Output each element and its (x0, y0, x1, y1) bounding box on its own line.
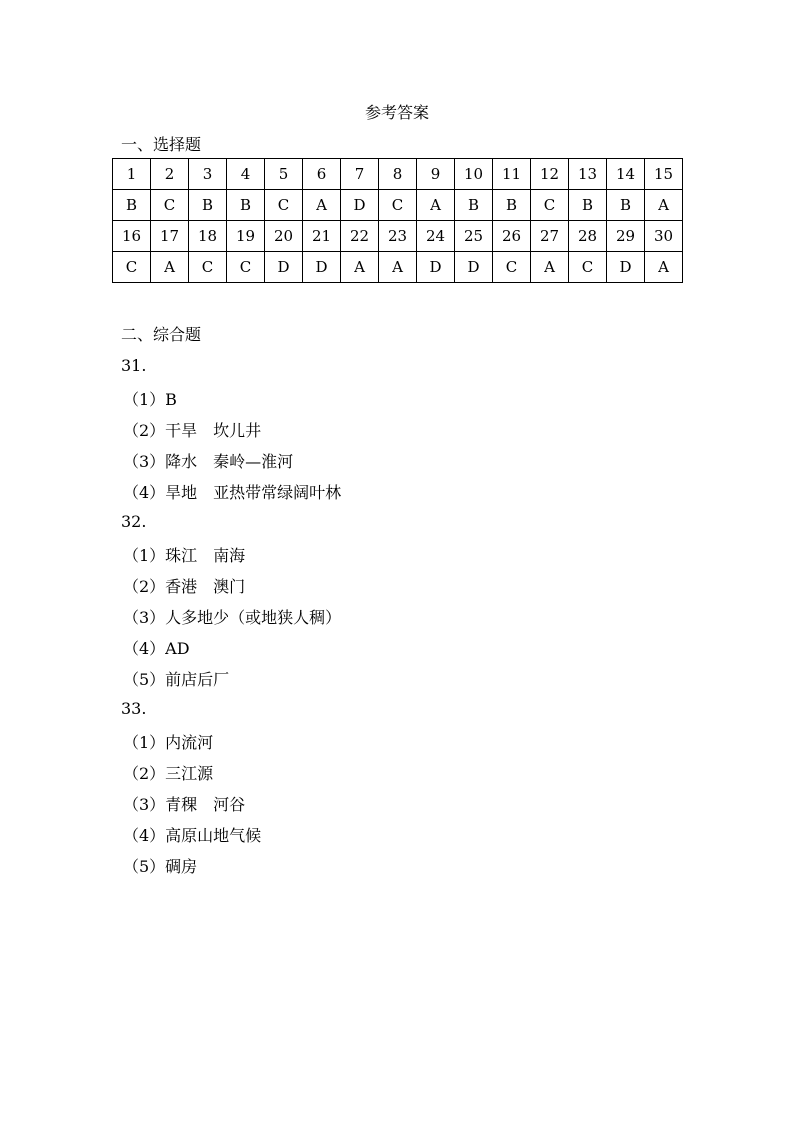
question-number: 32. (121, 512, 147, 531)
question-number-cell: 17 (151, 221, 189, 252)
question-number-cell: 29 (607, 221, 645, 252)
answer-cell: B (227, 190, 265, 221)
question-number-cell: 28 (569, 221, 607, 252)
question-number-cell: 18 (189, 221, 227, 252)
answer-line: （3）人多地少（或地狭人稠） (123, 608, 342, 627)
answer-cell: C (227, 252, 265, 283)
answer-cell: D (455, 252, 493, 283)
question-number-cell: 5 (265, 159, 303, 190)
answer-line: （3）降水 秦岭—淮河 (123, 452, 294, 471)
question-number-cell: 14 (607, 159, 645, 190)
answer-cell: C (531, 190, 569, 221)
answer-line: （4）AD (123, 639, 190, 658)
answer-cell: A (645, 252, 683, 283)
question-number-cell: 23 (379, 221, 417, 252)
question-number-cell: 26 (493, 221, 531, 252)
answer-line: （3）青稞 河谷 (123, 795, 246, 814)
question-number-cell: 7 (341, 159, 379, 190)
question-number-cell: 11 (493, 159, 531, 190)
answer-cell: D (341, 190, 379, 221)
answer-line: （2）三江源 (123, 764, 214, 783)
answer-cell: C (265, 190, 303, 221)
answer-cell: B (189, 190, 227, 221)
document-title: 参考答案 (364, 103, 429, 122)
answer-row (113, 190, 683, 221)
question-number-cell: 24 (417, 221, 455, 252)
answer-cell: C (189, 252, 227, 283)
answer-cell: C (379, 190, 417, 221)
section-heading-comprehensive: 二、综合题 (121, 325, 202, 344)
question-number-cell: 1 (113, 159, 151, 190)
answer-cell: A (645, 190, 683, 221)
answer-cell: C (569, 252, 607, 283)
answer-line: （2）干旱 坎儿井 (123, 421, 262, 440)
answer-cell: D (607, 252, 645, 283)
section-heading-choice: 一、选择题 (121, 135, 202, 154)
question-number: 33. (121, 699, 147, 718)
answer-line: （1）内流河 (123, 733, 214, 752)
answer-line: （4）旱地 亚热带常绿阔叶林 (123, 483, 342, 502)
answer-line: （5）碉房 (123, 857, 198, 876)
answer-cell: D (303, 252, 341, 283)
answer-cell: A (341, 252, 379, 283)
answer-cell: A (303, 190, 341, 221)
answer-cell: C (151, 190, 189, 221)
question-number-cell: 21 (303, 221, 341, 252)
question-number-cell: 25 (455, 221, 493, 252)
answer-cell: B (569, 190, 607, 221)
question-number-cell: 8 (379, 159, 417, 190)
answer-cell: D (265, 252, 303, 283)
question-number-cell: 30 (645, 221, 683, 252)
question-number-cell: 22 (341, 221, 379, 252)
question-number-cell: 4 (227, 159, 265, 190)
answer-cell: B (113, 190, 151, 221)
question-number-cell: 16 (113, 221, 151, 252)
answer-cell: A (417, 190, 455, 221)
answer-cell: B (493, 190, 531, 221)
question-number-cell: 15 (645, 159, 683, 190)
question-number-cell: 20 (265, 221, 303, 252)
question-number: 31. (121, 356, 147, 375)
answer-cell: A (379, 252, 417, 283)
question-number-row (113, 159, 683, 190)
question-number-cell: 3 (189, 159, 227, 190)
answer-cell: C (113, 252, 151, 283)
question-number-cell: 13 (569, 159, 607, 190)
answer-row (113, 252, 683, 283)
answer-cell: B (607, 190, 645, 221)
question-number-cell: 2 (151, 159, 189, 190)
question-number-cell: 12 (531, 159, 569, 190)
question-number-row (113, 221, 683, 252)
question-number-cell: 9 (417, 159, 455, 190)
question-number-cell: 6 (303, 159, 341, 190)
answer-line: （4）高原山地气候 (123, 826, 262, 845)
question-number-cell: 27 (531, 221, 569, 252)
answer-cell: A (151, 252, 189, 283)
answer-line: （5）前店后厂 (123, 670, 230, 689)
answer-line: （1）珠江 南海 (123, 546, 246, 565)
answer-cell: C (493, 252, 531, 283)
answer-line: （1）B (123, 390, 177, 409)
answer-line: （2）香港 澳门 (123, 577, 246, 596)
answer-cell: B (455, 190, 493, 221)
question-number-cell: 19 (227, 221, 265, 252)
answer-cell: A (531, 252, 569, 283)
question-number-cell: 10 (455, 159, 493, 190)
answer-table (112, 158, 683, 283)
answer-cell: D (417, 252, 455, 283)
